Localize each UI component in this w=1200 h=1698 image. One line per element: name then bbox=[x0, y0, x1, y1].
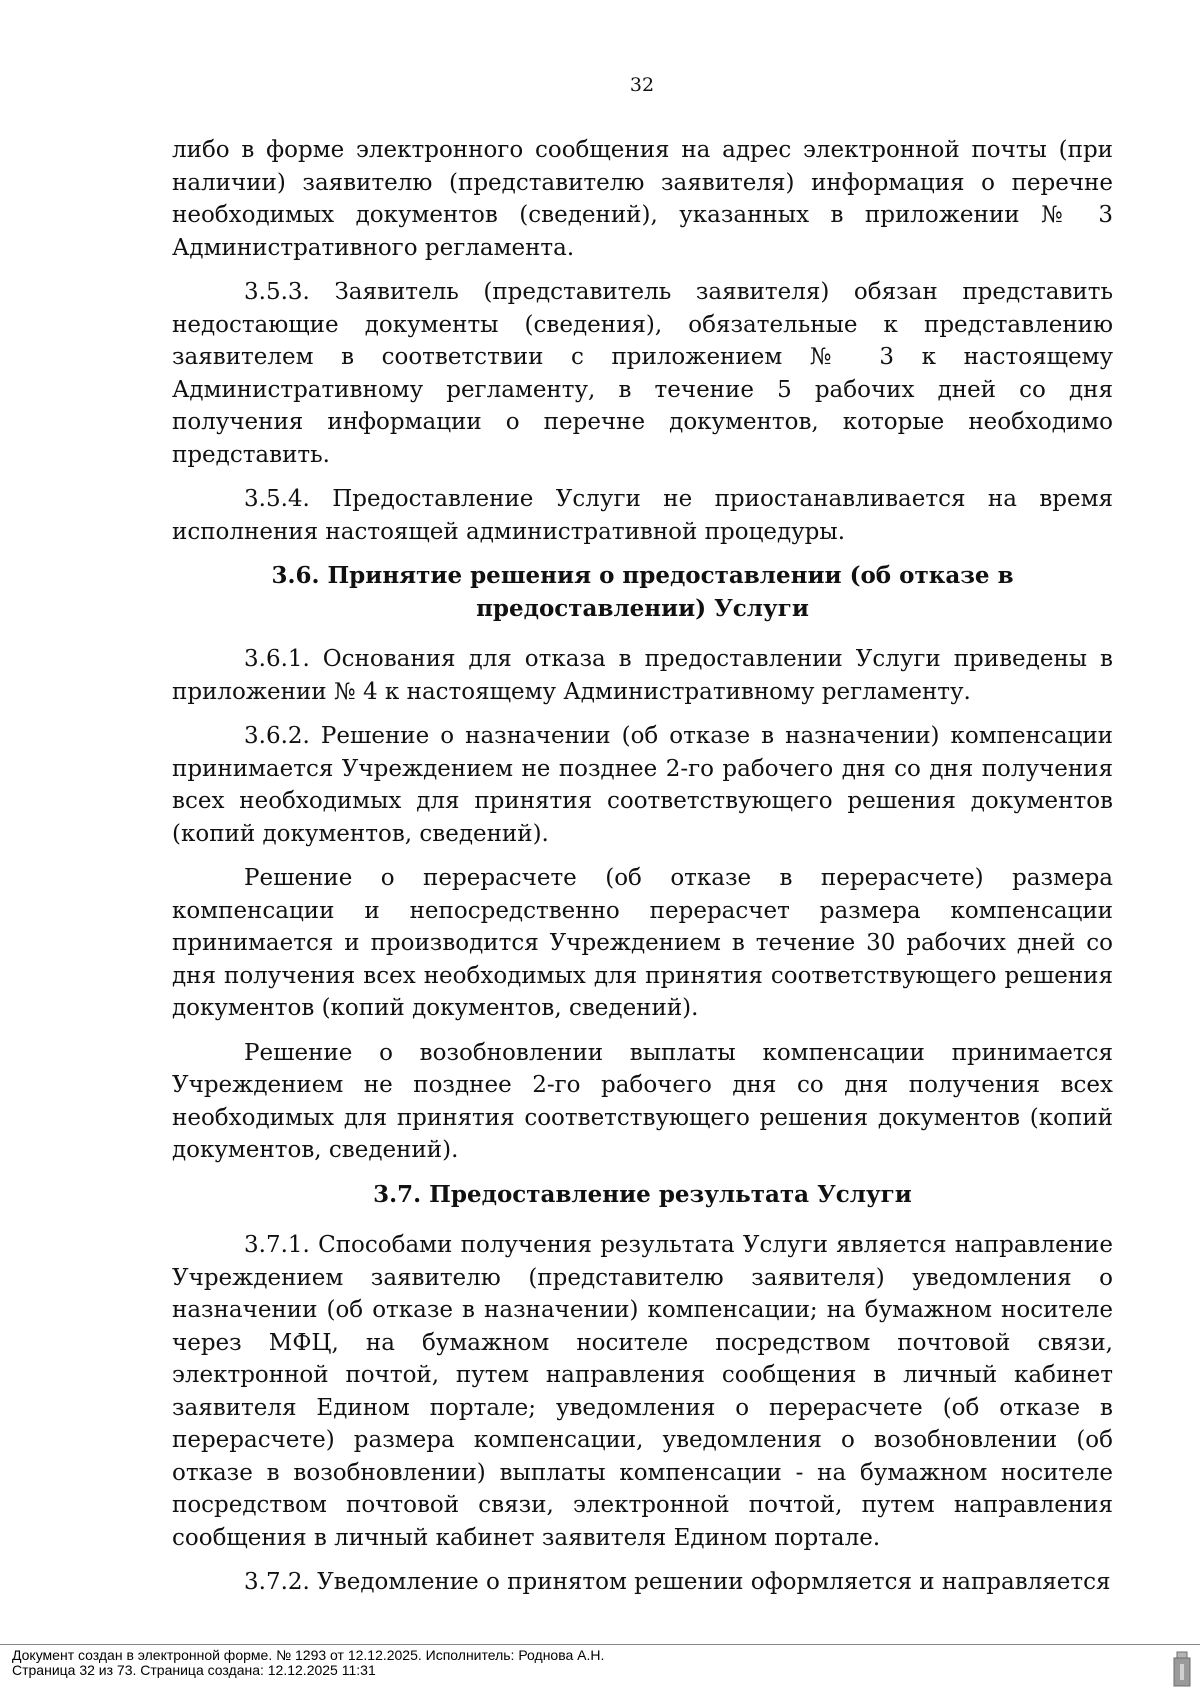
section-heading-3-7: 3.7. Предоставление результата Услуги bbox=[373, 1180, 912, 1208]
paragraph-3-6-2: 3.6.2. Решение о назначении (об отказе в назначении) компенсации принимается Учреждением не позднее 2-го рабочего дня со дня получения всех необходимых для принятия соответствующего решения документов (копий документов, сведений). bbox=[172, 723, 1113, 847]
paragraph-recalculation: Решение о перерасчете (об отказе в перерасчете) размера компенсации и непосредственно перерасчет размера компенсации принимается и производится Учреждением в течение 30 рабочих дней со дня получения всех необходимых для принятия соответствующего решения документов (копий документов, сведений). bbox=[172, 865, 1113, 1021]
document-footer bbox=[12, 1648, 604, 1678]
document-body bbox=[172, 134, 1113, 1611]
paragraph-3-5-3: 3.5.3. Заявитель (представитель заявителя) обязан представить недостающие документы (сведения), обязательные к представлению заявителем в соответствии с приложением № 3 к настоящему Административному регламенту, в течение 5 рабочих дней со дня получения информации о перечне документов, которые необходимо представить. bbox=[172, 279, 1113, 468]
footer-line-1: Документ создан в электронной форме. № 1293 от 12.12.2025. Исполнитель: Роднова А.Н. bbox=[12, 1647, 605, 1663]
footer-divider bbox=[0, 1644, 1200, 1645]
paragraph-3-6-1: 3.6.1. Основания для отказа в предоставлении Услуги приведены в приложении № 4 к настоящему Административному регламенту. bbox=[172, 646, 1113, 705]
paragraph-3-7-2: 3.7.2. Уведомление о принятом решении оформляется и направляется bbox=[244, 1569, 1111, 1595]
paragraph-3-7-1: 3.7.1. Способами получения результата Услуги является направление Учреждением заявителю (представителю заявителя) уведомления о назначении (об отказе в назначении) компенсации; на бумажном носителе через МФЦ, на бумажном носителе посредством почтовой связи, электронной почтой, путем направления сообщения в личный кабинет заявителя Едином портале; уведомления о перерасчете (об отказе в перерасчете) размера компенсации, уведомления о возобновлении (об отказе в возобновлении) выплаты компенсации - на бумажном носителе посредством почтовой связи, электронной почтой, путем направления сообщения в личный кабинет заявителя Едином портале. bbox=[172, 1232, 1113, 1551]
section-heading-3-6: 3.6. Принятие решения о предоставлении (об отказе в предоставлении) Услуги bbox=[271, 562, 1014, 622]
paragraph-3-5-4: 3.5.4. Предоставление Услуги не приостанавливается на время исполнения настоящей административной процедуры. bbox=[172, 486, 1113, 545]
paragraph-resumption: Решение о возобновлении выплаты компенсации принимается Учреждением не позднее 2-го рабочего дня со дня получения всех необходимых для принятия соответствующего решения документов (копий документов, сведений). bbox=[172, 1039, 1113, 1163]
footer-line-2: Страница 32 из 73. Страница создана: 12.12.2025 11:31 bbox=[12, 1662, 376, 1678]
coat-of-arms-icon bbox=[1172, 1650, 1192, 1688]
page-number: 32 bbox=[629, 74, 655, 96]
paragraph: либо в форме электронного сообщения на адрес электронной почты (при наличии) заявителю (представителю заявителя) информация о перечне необходимых документов (сведений), указанных в приложении № 3 Административного регламента. bbox=[172, 137, 1113, 261]
